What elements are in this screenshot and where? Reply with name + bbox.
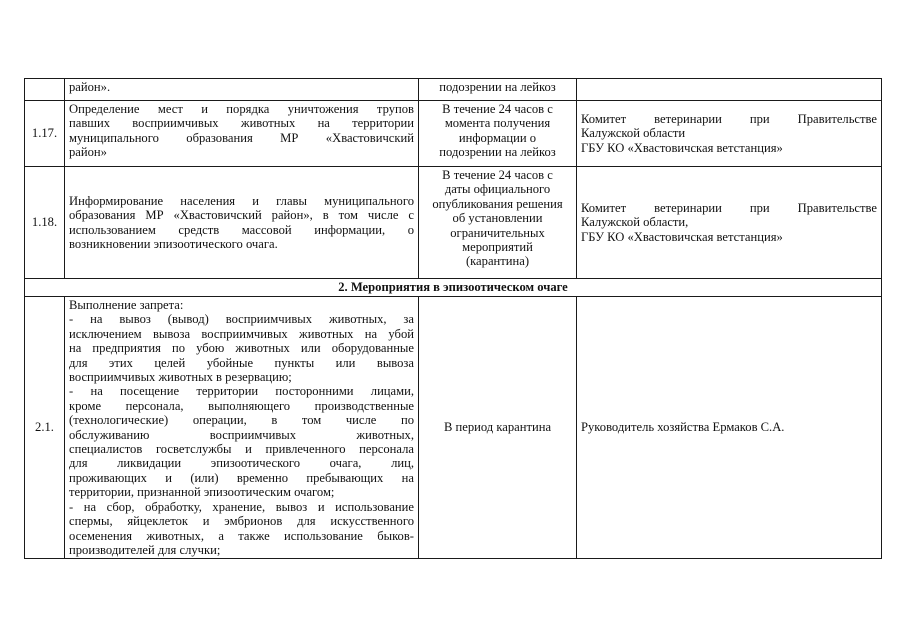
term-line: ограничительных [450,225,545,240]
action-line: спермы, яйцеклеток и эмбрионов для искусственного [69,514,414,529]
section-title: 2. Мероприятия в эпизоотическом очаге [25,279,882,297]
action-line: восприимчивых животных в резервацию; [69,370,292,385]
responsible-line: Комитет ветеринарии при Правительстве [581,200,877,215]
responsible-cell [577,167,882,279]
term-line: (карантина) [465,254,530,269]
term-cell: В период карантина [419,297,577,559]
action-line: муниципального образования МР «Хвастовичский [69,130,414,145]
term-line: подозрении на лейкоз [439,80,556,94]
responsible-line: Комитет ветеринарии при Правительстве [581,111,877,126]
term-line: даты официального [444,182,551,197]
responsible-cell [577,79,882,101]
action-line: осеменения животных, а также использование быков- [69,528,414,543]
action-line: кроме персонала, выполняющего производственные [69,398,414,413]
responsible-cell: Руководитель хозяйства Ермаков С.А. [577,297,882,559]
action-line: использованием средств массовой информации, о [69,222,414,237]
row-number: 1.18. [25,167,65,279]
term-line: подозрении на лейкоз [439,145,556,160]
term-cell [419,79,577,101]
action-line: специалистов госветслужбы и привлеченного персонала [69,442,414,457]
action-line: образования МР «Хвастовичский район», в том числе с [69,208,414,223]
action-cell [65,101,419,167]
action-cell [65,167,419,279]
term-cell [419,167,577,279]
responsible-line: ГБУ КО «Хвастовичская ветстанция» [581,229,783,244]
action-cell [65,79,419,101]
table-row [25,101,882,167]
term-line: момента получения [444,116,551,131]
action-line: (технологические) операции, в том числе по [69,413,414,428]
term-line: мероприятий [462,240,533,255]
action-line: - на вывоз (вывод) восприимчивых животных, за [69,312,414,327]
responsible-line: Калужской области, [581,215,689,230]
row-number: 2.1. [25,297,65,559]
term-line: В течение 24 часов с [442,102,553,116]
term-line: В течение 24 часов с [442,168,553,182]
action-line: производителей для случки; [69,542,221,557]
action-line: павших восприимчивых животных на территории [69,116,414,131]
action-line: обслуживанию восприимчивых животных, [69,427,414,442]
action-line: Выполнение запрета: [69,298,184,312]
action-line: возникновении эпизоотического очага. [69,236,278,251]
row-number [25,79,65,101]
section-header-row [25,279,882,297]
table-row [25,167,882,279]
table-row [25,297,882,559]
term-line: об установлении [452,211,543,226]
action-line: территории, признанной эпизоотическим очагом; [69,485,335,500]
term-cell [419,101,577,167]
table-row [25,79,882,101]
term-line: информации о [458,130,537,145]
action-line: исключением вывоза восприимчивых животных на убой [69,326,414,341]
term-line: опубликования решения [432,196,563,211]
action-line: для этих целей убойные пункты или вывоза [69,355,414,370]
action-line: для ликвидации эпизоотического очага, лиц, [69,456,414,471]
action-line: на предприятия по убою животных или оборудованные [69,341,414,356]
responsible-cell [577,101,882,167]
action-line: Информирование населения и главы муниципального [69,193,414,208]
row-number: 1.17. [25,101,65,167]
action-line: - на посещение территории посторонними лицами, [69,384,414,399]
action-line: проживающих и (или) временно пребывающих на [69,470,414,485]
action-line: район» [69,145,107,160]
measures-table [24,78,882,559]
action-line: Определение мест и порядка уничтожения трупов [69,102,414,116]
responsible-line: Калужской области [581,126,686,141]
action-line: - на сбор, обработку, хранение, вывоз и использование [69,499,414,514]
action-line: район». [69,80,111,94]
action-cell [65,297,419,559]
responsible-line: ГБУ КО «Хвастовичская ветстанция» [581,140,783,155]
